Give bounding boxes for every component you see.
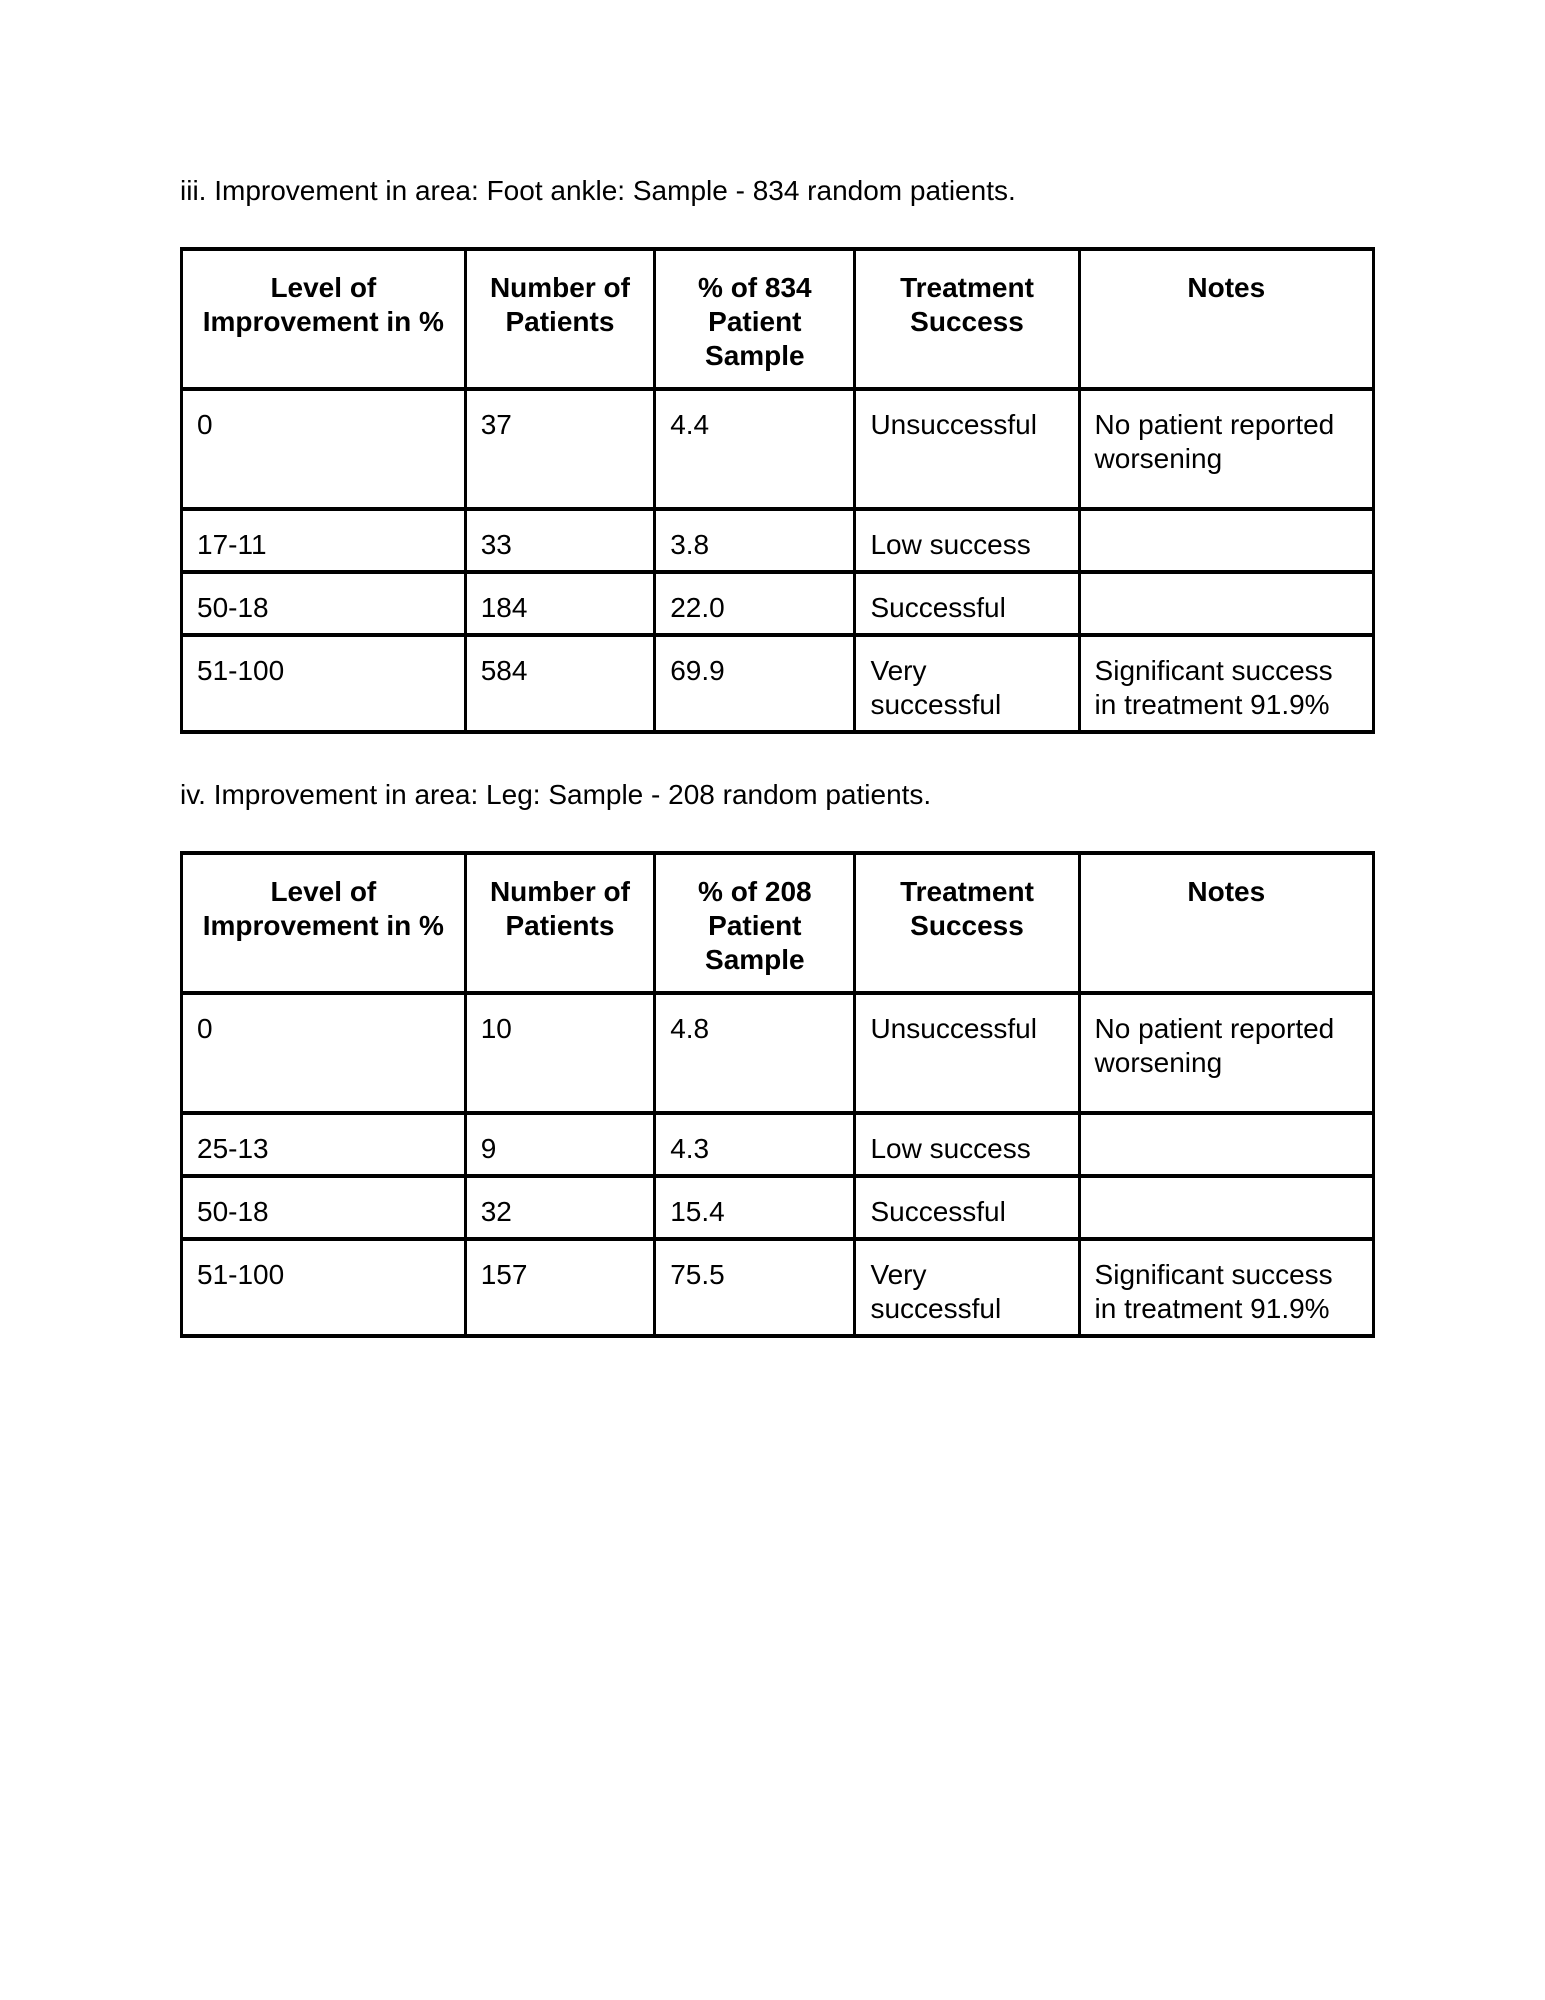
column-header-treatment-success: Treatment Success <box>855 249 1079 389</box>
cell-success: Low success <box>855 509 1079 572</box>
cell-level: 50-18 <box>182 1176 466 1239</box>
cell-percent: 22.0 <box>655 572 855 635</box>
cell-patients: 157 <box>465 1239 655 1336</box>
table-header-row <box>182 853 1374 993</box>
column-header-percent-of-sample: % of 208 Patient Sample <box>655 853 855 993</box>
cell-notes <box>1079 572 1373 635</box>
cell-patients: 584 <box>465 635 655 732</box>
column-header-notes: Notes <box>1079 853 1373 993</box>
table-row <box>182 993 1374 1113</box>
table-row <box>182 635 1374 732</box>
table-row <box>182 1113 1374 1176</box>
cell-success: Unsuccessful <box>855 389 1079 509</box>
cell-notes <box>1079 509 1373 572</box>
cell-percent: 69.9 <box>655 635 855 732</box>
column-header-notes: Notes <box>1079 249 1373 389</box>
cell-level: 51-100 <box>182 1239 466 1336</box>
section-heading-foot-ankle: iii. Improvement in area: Foot ankle: Sample - 834 random patients. <box>180 175 1016 206</box>
cell-level: 51-100 <box>182 635 466 732</box>
cell-percent: 4.4 <box>655 389 855 509</box>
cell-notes: Significant success in treatment 91.9% <box>1079 635 1373 732</box>
table-header-row <box>182 249 1374 389</box>
improvement-table-leg <box>180 851 1375 1338</box>
table-row <box>182 509 1374 572</box>
column-header-percent-of-sample: % of 834 Patient Sample <box>655 249 855 389</box>
cell-notes: No patient reported worsening <box>1079 389 1373 509</box>
cell-notes: Significant success in treatment 91.9% <box>1079 1239 1373 1336</box>
cell-percent: 15.4 <box>655 1176 855 1239</box>
cell-notes <box>1079 1176 1373 1239</box>
cell-patients: 9 <box>465 1113 655 1176</box>
improvement-table-foot-ankle <box>180 247 1375 734</box>
cell-notes <box>1079 1113 1373 1176</box>
column-header-number-of-patients: Number of Patients <box>465 249 655 389</box>
cell-success: Unsuccessful <box>855 993 1079 1113</box>
table-row <box>182 1176 1374 1239</box>
column-header-number-of-patients: Number of Patients <box>465 853 655 993</box>
cell-patients: 10 <box>465 993 655 1113</box>
column-header-treatment-success: Treatment Success <box>855 853 1079 993</box>
cell-level: 0 <box>182 993 466 1113</box>
cell-percent: 4.3 <box>655 1113 855 1176</box>
cell-notes: No patient reported worsening <box>1079 993 1373 1113</box>
cell-level: 50-18 <box>182 572 466 635</box>
cell-patients: 33 <box>465 509 655 572</box>
table-row <box>182 389 1374 509</box>
cell-level: 25-13 <box>182 1113 466 1176</box>
table-row <box>182 572 1374 635</box>
cell-success: Successful <box>855 572 1079 635</box>
cell-level: 0 <box>182 389 466 509</box>
cell-success: Very successful <box>855 1239 1079 1336</box>
cell-patients: 184 <box>465 572 655 635</box>
cell-percent: 3.8 <box>655 509 855 572</box>
column-header-level-of-improvement: Level of Improvement in % <box>182 853 466 993</box>
table-row <box>182 1239 1374 1336</box>
cell-success: Very successful <box>855 635 1079 732</box>
cell-success: Low success <box>855 1113 1079 1176</box>
cell-patients: 37 <box>465 389 655 509</box>
cell-percent: 75.5 <box>655 1239 855 1336</box>
cell-patients: 32 <box>465 1176 655 1239</box>
section-heading-leg: iv. Improvement in area: Leg: Sample - 208 random patients. <box>180 779 932 810</box>
column-header-level-of-improvement: Level of Improvement in % <box>182 249 466 389</box>
cell-percent: 4.8 <box>655 993 855 1113</box>
cell-success: Successful <box>855 1176 1079 1239</box>
cell-level: 17-11 <box>182 509 466 572</box>
